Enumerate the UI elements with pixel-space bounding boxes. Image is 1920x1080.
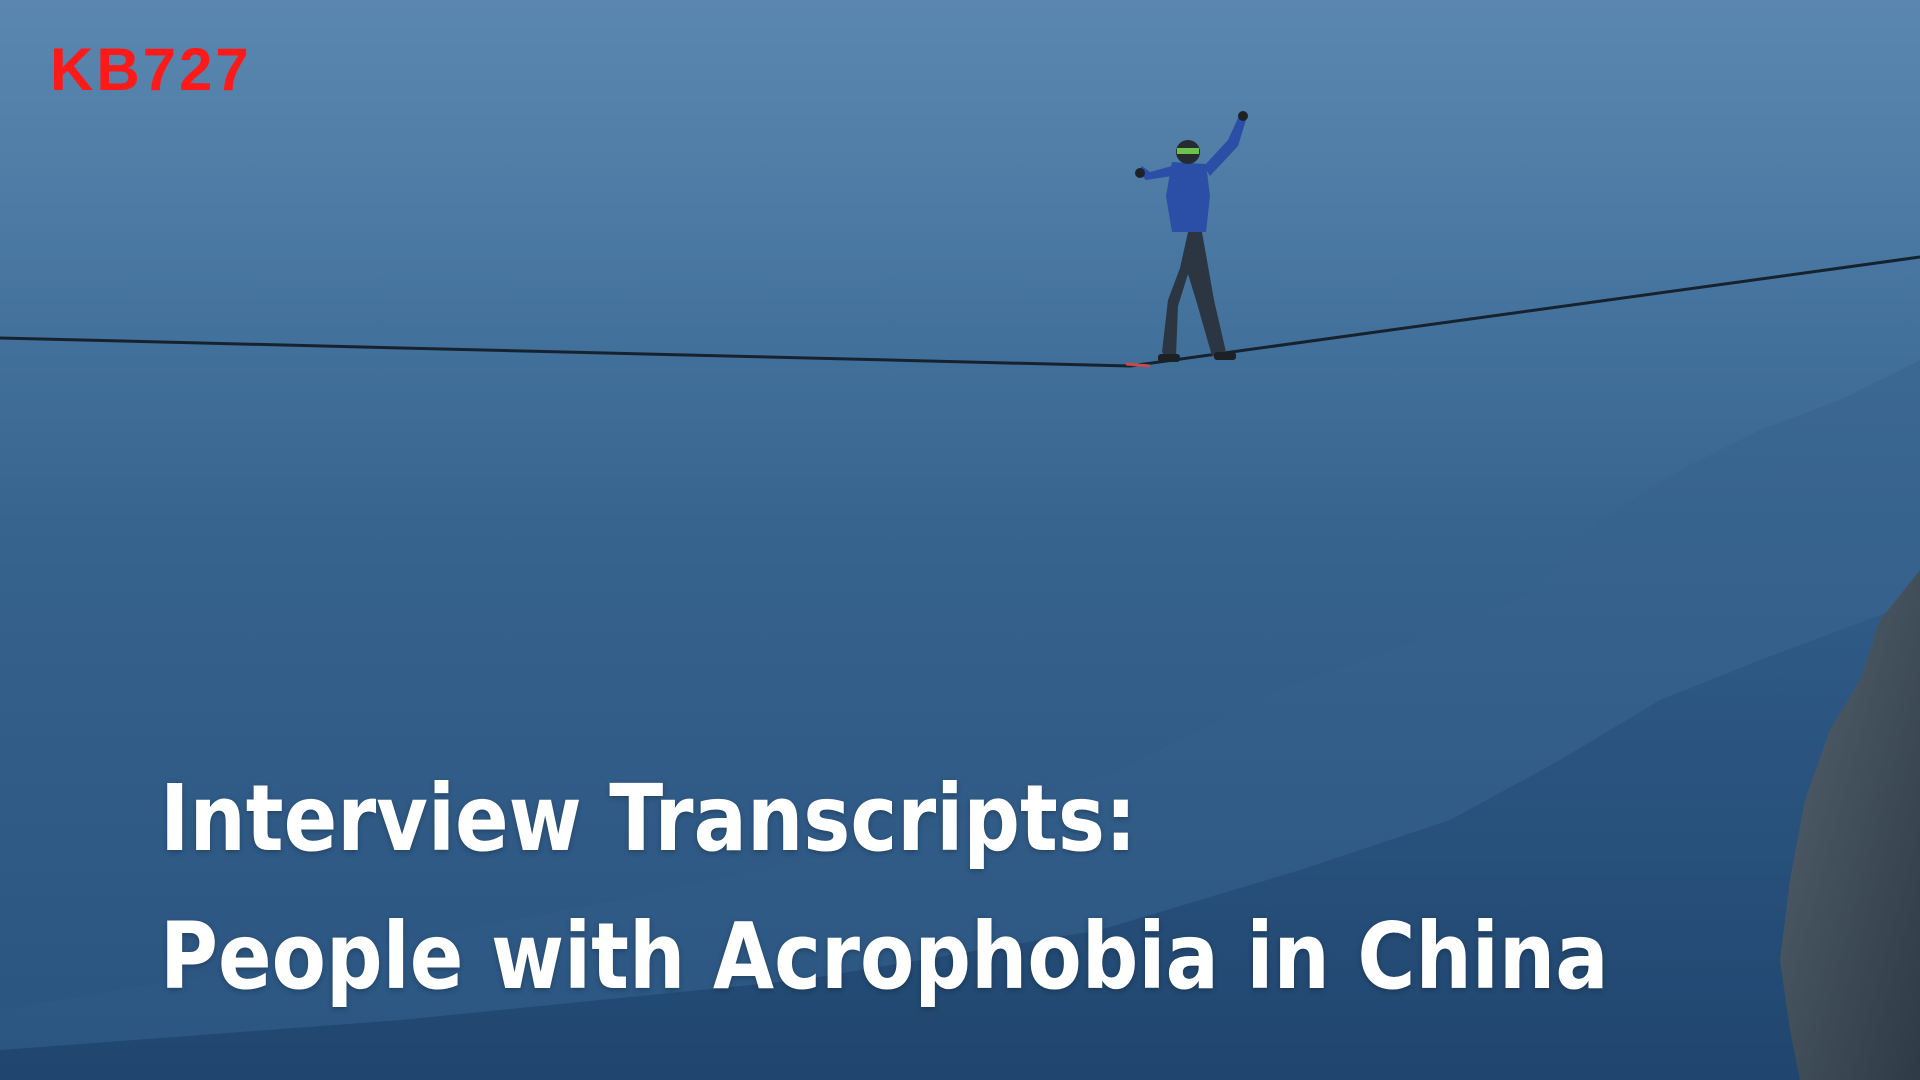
title-line-1: Interview Transcripts:: [160, 765, 1137, 872]
fog-layer: [0, 0, 1920, 520]
title-line-2: People with Acrophobia in China: [160, 903, 1609, 1010]
page-title: [160, 750, 1622, 1026]
kb727-logo: KB727: [50, 36, 252, 103]
